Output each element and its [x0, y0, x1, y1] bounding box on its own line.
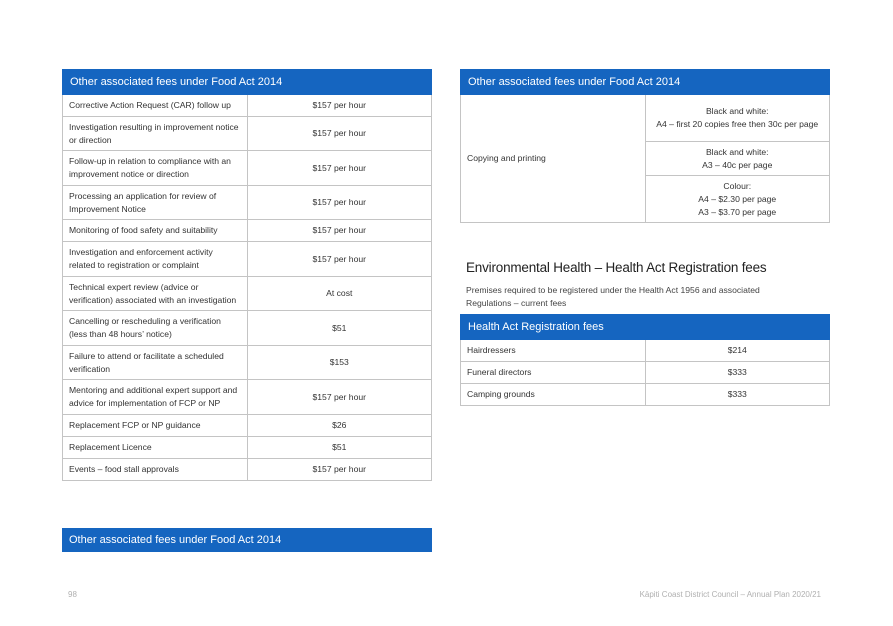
fee-value: $333: [645, 384, 830, 406]
fee-value: $214: [645, 340, 830, 362]
fee-item: Follow-up in relation to compliance with an improvement notice or direction: [63, 151, 248, 186]
fee-item: Corrective Action Request (CAR) follow up: [63, 95, 248, 117]
table-row: [461, 95, 830, 142]
table-header: Other associated fees under Food Act 2014: [63, 70, 432, 95]
table-header-row: [461, 70, 830, 95]
food-act-fees-table: [62, 69, 432, 481]
fee-item: Monitoring of food safety and suitability: [63, 220, 248, 242]
fee-value: $157 per hour: [247, 220, 432, 242]
fee-item: Events – food stall approvals: [63, 459, 248, 481]
page-number: 98: [68, 590, 77, 599]
fee-item: Failure to attend or facilitate a scheduled verification: [63, 346, 248, 380]
fee-item: Technical expert review (advice or verification) associated with an investigation: [63, 277, 248, 311]
fee-value: [645, 142, 830, 176]
fee-value: $157 per hour: [247, 186, 432, 220]
continued-table-header: Other associated fees under Food Act 2014: [62, 528, 432, 552]
fee-line: Black and white:: [705, 106, 769, 116]
publication-footer: Kāpiti Coast District Council – Annual Plan 2020/21: [639, 590, 821, 599]
fee-item: Funeral directors: [461, 362, 646, 384]
fee-value: $157 per hour: [247, 459, 432, 481]
fee-line: A4 – $2.30 per page: [698, 193, 777, 204]
table-row: [63, 151, 432, 186]
registration-fees-table: [460, 314, 830, 406]
table-row: [63, 346, 432, 380]
fee-item: Cancelling or rescheduling a verification (less than 48 hours’ notice): [63, 311, 248, 346]
fee-value: $157 per hour: [247, 151, 432, 186]
table-header-row: [63, 70, 432, 95]
fee-value: $157 per hour: [247, 95, 432, 117]
fee-item: Replacement Licence: [63, 437, 248, 459]
fee-item: Hairdressers: [461, 340, 646, 362]
fee-value: [645, 95, 830, 142]
table-row: [63, 380, 432, 415]
table-header: Health Act Registration fees: [461, 315, 830, 340]
section-title: Environmental Health – Health Act Registration fees: [466, 260, 767, 275]
fee-value: $26: [247, 415, 432, 437]
fee-value: $51: [247, 311, 432, 346]
fee-value: $51: [247, 437, 432, 459]
fee-item: Mentoring and additional expert support and advice for implementation of FCP or NP: [63, 380, 248, 415]
table-row: [63, 311, 432, 346]
fee-item: Processing an application for review of Improvement Notice: [63, 186, 248, 220]
fee-value: $153: [247, 346, 432, 380]
fee-item: Camping grounds: [461, 384, 646, 406]
table-row: [461, 340, 830, 362]
fee-value: At cost: [247, 277, 432, 311]
table-row: [63, 117, 432, 151]
fee-item: Replacement FCP or NP guidance: [63, 415, 248, 437]
fee-item: Investigation and enforcement activity related to registration or complaint: [63, 242, 248, 277]
table-row: [461, 362, 830, 384]
copying-fees-table: [460, 69, 830, 223]
section-subtitle: Premises required to be registered under the Health Act 1956 and associated Regulations – current fees: [466, 285, 760, 308]
table-row: [63, 220, 432, 242]
fee-value: $333: [645, 362, 830, 384]
table-row: [461, 384, 830, 406]
table-row: [63, 186, 432, 220]
table-header-row: [461, 315, 830, 340]
fee-line: Black and white:: [705, 146, 769, 157]
table-row: [63, 277, 432, 311]
table-row: [63, 437, 432, 459]
fee-value: $157 per hour: [247, 380, 432, 415]
table-row: [63, 415, 432, 437]
fee-item: Investigation resulting in improvement notice or direction: [63, 117, 248, 151]
table-row: [63, 459, 432, 481]
fee-item: Copying and printing: [461, 95, 646, 223]
fee-value: [645, 176, 830, 223]
fee-value: $157 per hour: [247, 242, 432, 277]
fee-line: A3 – 40c per page: [702, 159, 773, 170]
table-header: Other associated fees under Food Act 2014: [461, 70, 830, 95]
fee-line: A4 – first 20 copies free then 30c per page: [656, 119, 819, 129]
table-row: [63, 95, 432, 117]
fee-line: Colour:: [723, 180, 752, 191]
table-row: [63, 242, 432, 277]
fee-line: A3 – $3.70 per page: [698, 206, 777, 217]
fee-value: $157 per hour: [247, 117, 432, 151]
